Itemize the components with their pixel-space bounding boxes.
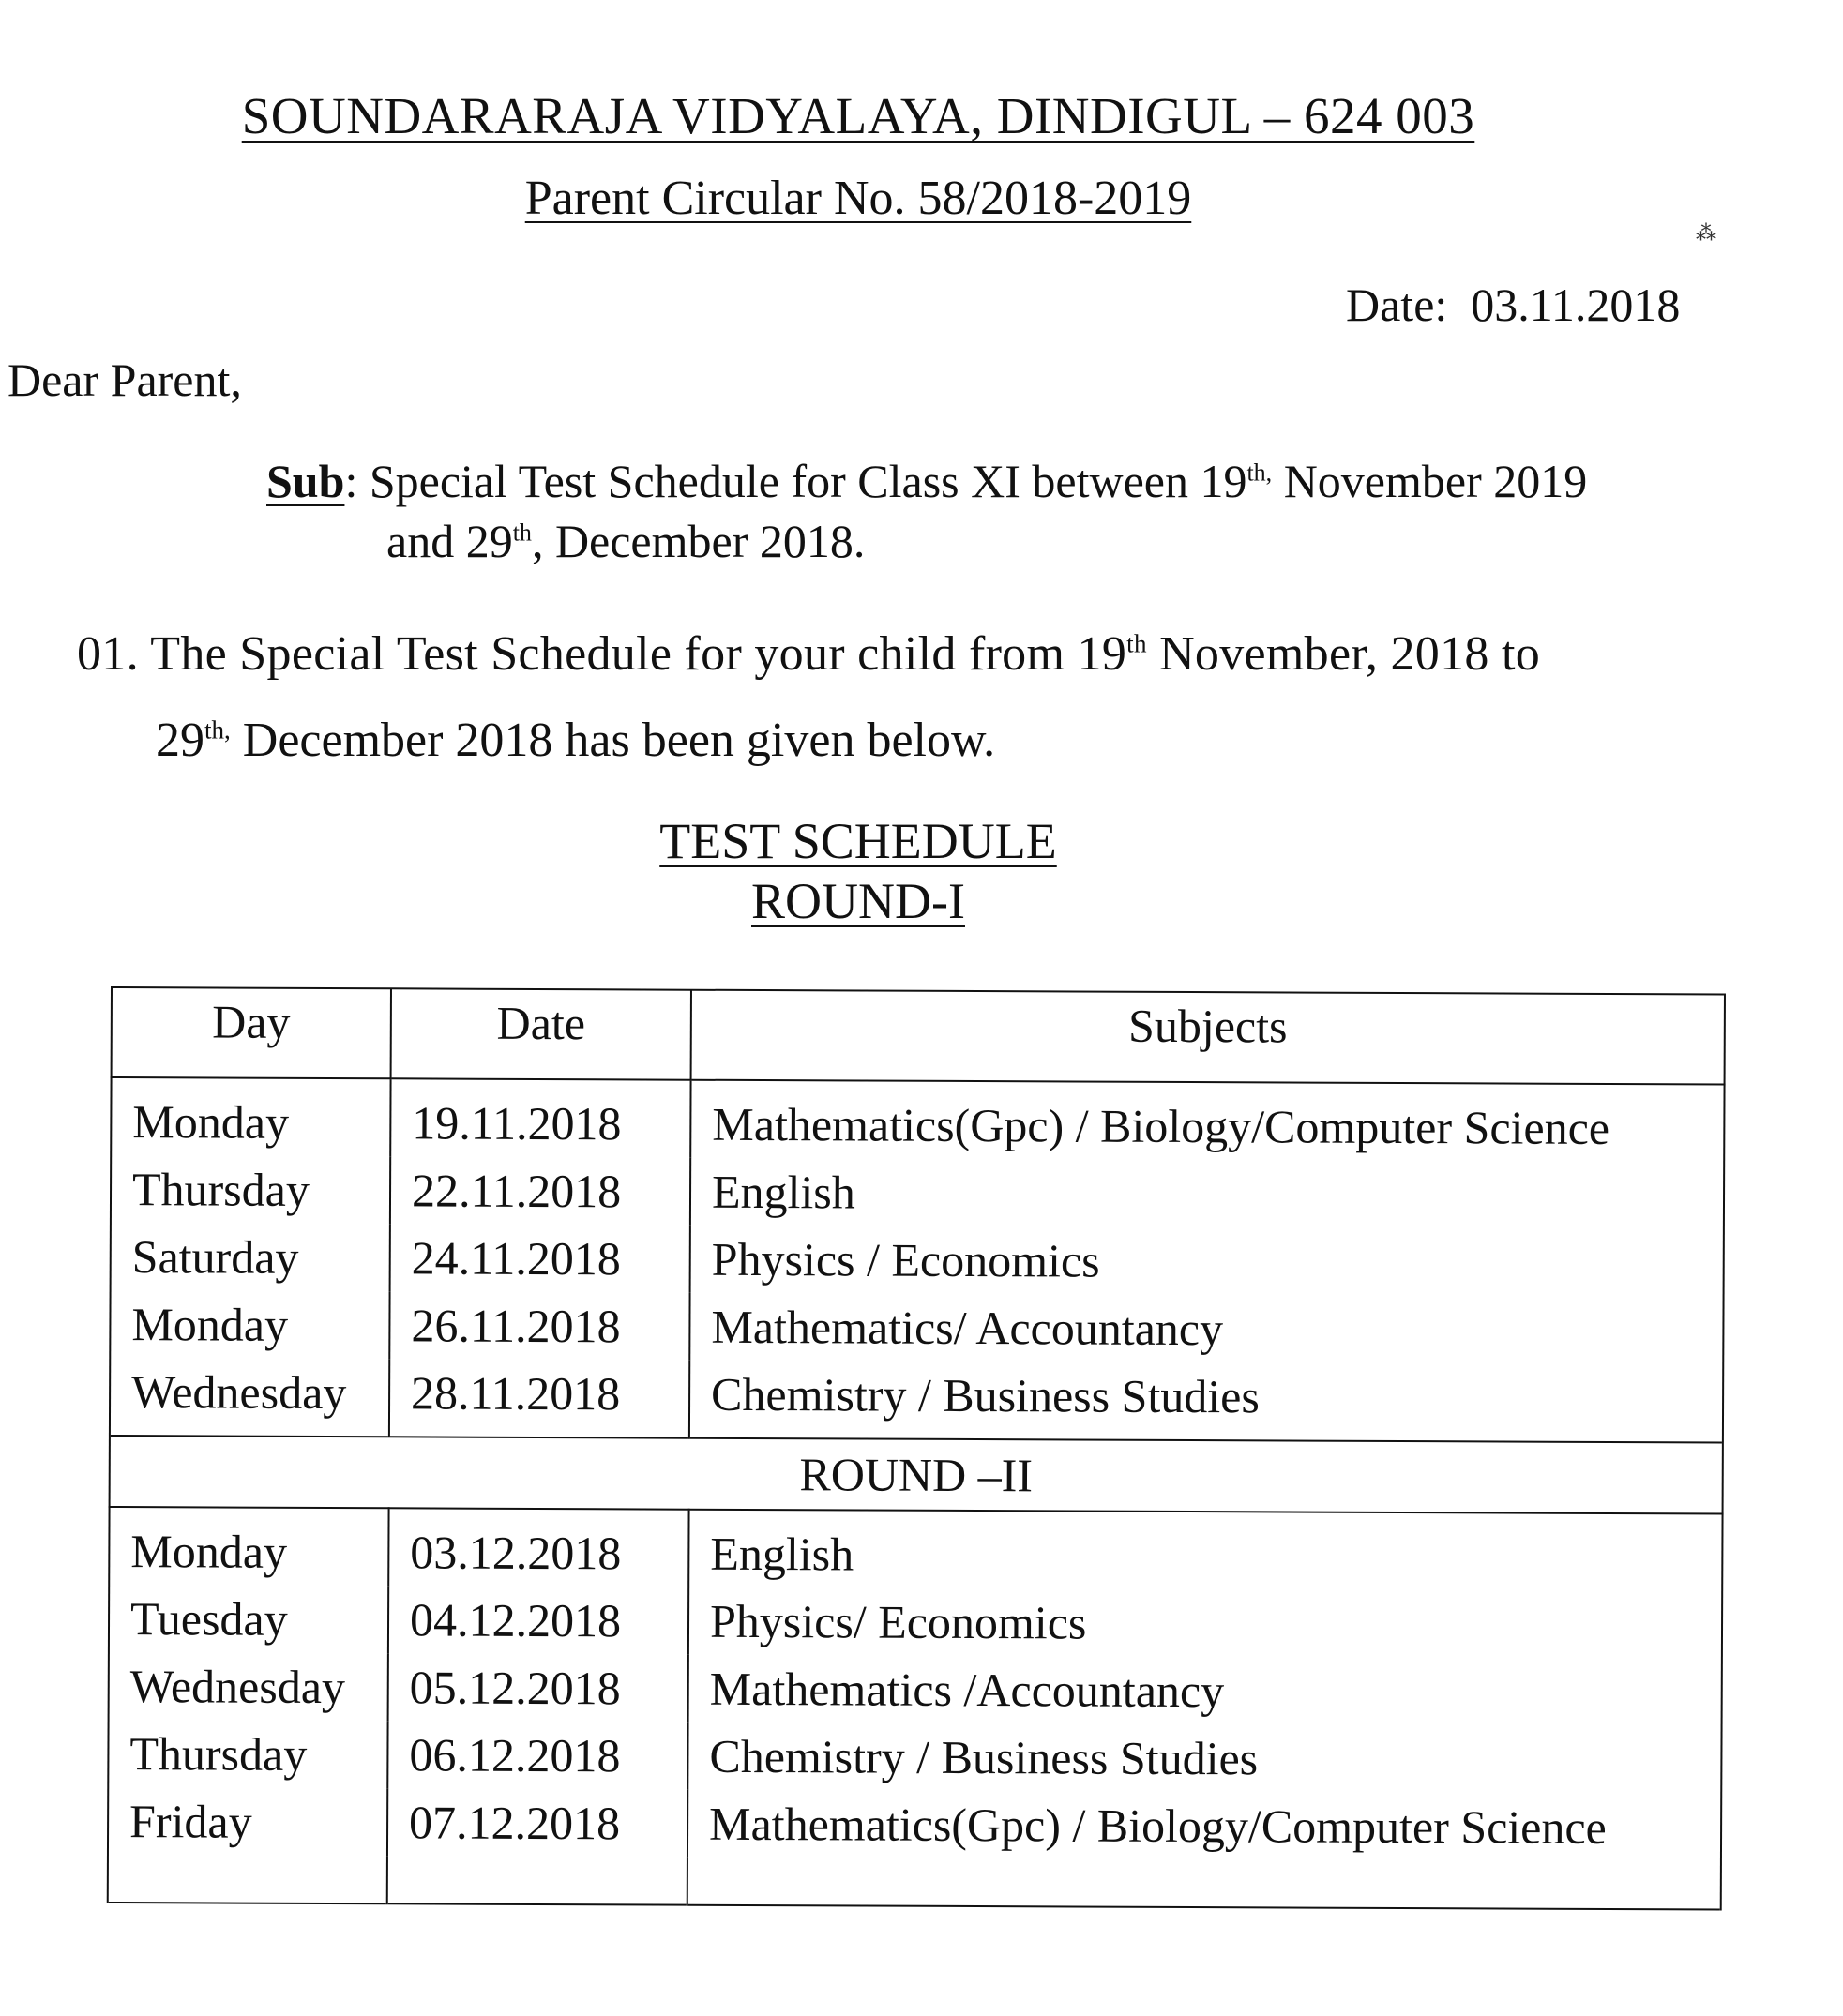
subjects-cell: Physics / Economics bbox=[690, 1226, 1724, 1298]
day-cell: Friday bbox=[108, 1787, 387, 1856]
table-row bbox=[111, 1077, 1724, 1163]
column-header-subjects: Subjects bbox=[691, 990, 1725, 1085]
day-cell: Monday bbox=[110, 1290, 389, 1359]
table-row bbox=[110, 1358, 1723, 1443]
day-cell: Tuesday bbox=[109, 1585, 388, 1653]
table-row bbox=[108, 1720, 1721, 1795]
table-row bbox=[109, 1585, 1722, 1660]
table-spacer-row bbox=[108, 1855, 1721, 1910]
day-cell: Wednesday bbox=[109, 1652, 388, 1721]
date-cell: 03.12.2018 bbox=[388, 1508, 688, 1587]
date-cell: 19.11.2018 bbox=[390, 1078, 690, 1157]
subjects-cell: Chemistry / Business Studies bbox=[687, 1723, 1721, 1795]
day-cell: Thursday bbox=[108, 1720, 387, 1788]
table-row bbox=[108, 1787, 1721, 1862]
subjects-cell: English bbox=[688, 1510, 1722, 1592]
subjects-cell: Physics/ Economics bbox=[688, 1587, 1722, 1660]
spacer-cell bbox=[687, 1858, 1721, 1910]
day-cell: Thursday bbox=[111, 1155, 390, 1224]
table-row bbox=[109, 1507, 1722, 1592]
date-cell: 04.12.2018 bbox=[388, 1586, 688, 1654]
subjects-cell: Mathematics /Accountancy bbox=[688, 1655, 1722, 1727]
circular-date bbox=[1346, 278, 1680, 332]
date-value: 03.11.2018 bbox=[1471, 278, 1681, 331]
subjects-cell: Chemistry / Business Studies bbox=[689, 1361, 1723, 1443]
table-header-row bbox=[112, 987, 1725, 1085]
column-header-date: Date bbox=[391, 988, 691, 1079]
round-1-heading: ROUND-I bbox=[751, 873, 965, 929]
day-cell: Wednesday bbox=[110, 1358, 389, 1437]
subjects-cell: Mathematics(Gpc) / Biology/Computer Science bbox=[690, 1080, 1724, 1163]
date-cell: 05.12.2018 bbox=[388, 1653, 688, 1722]
date-cell: 06.12.2018 bbox=[387, 1721, 687, 1789]
greeting: Dear Parent, bbox=[8, 354, 242, 406]
day-cell: Saturday bbox=[111, 1223, 390, 1291]
table-row bbox=[109, 1652, 1722, 1727]
circular-number: Parent Circular No. 58/2018-2019 bbox=[524, 172, 1192, 225]
school-name: SOUNDARARAJA VIDYALAYA, DINDIGUL – 624 003 bbox=[241, 87, 1475, 144]
subject-line-1: Sub: Special Test Schedule for Class XI between $19^{th,}$ November 2019 bbox=[266, 455, 1588, 507]
round-2-heading-row bbox=[110, 1436, 1723, 1514]
date-label: Date: bbox=[1346, 278, 1448, 331]
subject-label: Sub bbox=[266, 455, 345, 507]
subjects-cell: Mathematics(Gpc) / Biology/Computer Science bbox=[687, 1790, 1721, 1862]
subjects-cell: English bbox=[690, 1158, 1724, 1230]
date-cell: 07.12.2018 bbox=[387, 1788, 687, 1857]
ink-mark: ⁂ bbox=[1696, 221, 1716, 245]
table-row bbox=[111, 1223, 1724, 1298]
table-row bbox=[110, 1290, 1723, 1365]
subjects-cell: Mathematics/ Accountancy bbox=[689, 1293, 1723, 1365]
subject-line-2: and 29th, December 2018. bbox=[386, 515, 866, 567]
round-1-rows bbox=[108, 1077, 1725, 1909]
spacer-cell bbox=[387, 1856, 687, 1904]
date-cell: 28.11.2018 bbox=[389, 1359, 689, 1437]
table-row bbox=[111, 1155, 1724, 1230]
day-cell: Monday bbox=[111, 1077, 390, 1156]
day-cell: Monday bbox=[109, 1507, 388, 1586]
date-cell: 26.11.2018 bbox=[389, 1291, 689, 1360]
paragraph-line-1: 01. The Special Test Schedule for your child from 19th November, 2018 to bbox=[77, 627, 1541, 681]
schedule-table bbox=[107, 986, 1726, 1911]
column-header-day: Day bbox=[112, 987, 391, 1078]
round-2-heading: ROUND –II bbox=[110, 1436, 1723, 1514]
date-cell: 22.11.2018 bbox=[390, 1156, 690, 1225]
date-cell: 24.11.2018 bbox=[390, 1224, 690, 1292]
schedule-title: TEST SCHEDULE bbox=[659, 813, 1057, 869]
spacer-cell bbox=[108, 1855, 387, 1903]
paragraph-line-2: $29^{th,}$ December 2018 has been given below. bbox=[156, 714, 996, 767]
